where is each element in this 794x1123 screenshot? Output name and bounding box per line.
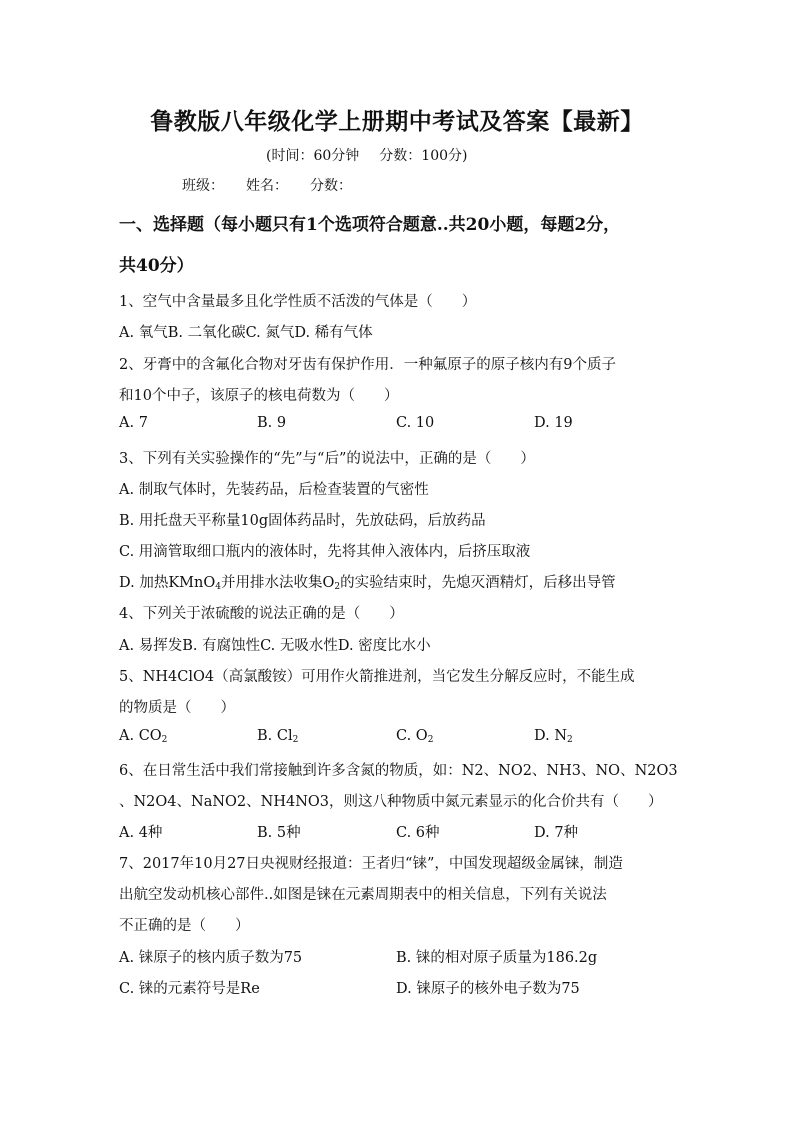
q2-option-d: D. 19 — [534, 415, 573, 431]
q3-stem: 3、下列有关实验操作的“先”与“后”的说法中，正确的是（ ） — [119, 451, 535, 467]
q3-d-sub2: 2 — [334, 582, 341, 592]
q7-option-b: B. 铼的相对原子质量为186.2g — [396, 950, 598, 966]
q1-options: A. 氧气B. 二氧化碳C. 氮气D. 稀有气体 — [119, 325, 373, 341]
q2-stem-line1: 2、牙膏中的含氟化合物对牙齿有保护作用．一种氟原子的原子核内有9个质子 — [119, 357, 616, 373]
q6-stem-line2: 、N2O4、NaNO2、NH4NO3，则这八种物质中氮元素显示的化合价共有（ ） — [119, 794, 663, 810]
q3-option-d — [119, 571, 616, 592]
q2-option-b: B. 9 — [257, 415, 287, 431]
q5-a-sub: 2 — [161, 735, 168, 745]
q5-option-a — [119, 728, 167, 745]
q6-option-b: B. 5种 — [257, 825, 301, 841]
q7-stem-line1: 7、2017年10月27日央视财经报道：王者归“铼”，中国发现超级金属铼，制造 — [119, 856, 623, 872]
q4-stem: 4、下列关于浓硫酸的说法正确的是（ ） — [119, 606, 404, 622]
q3-d-sub1: 4 — [215, 582, 221, 592]
q5-c-sub: 2 — [427, 735, 434, 745]
q3-option-b: B. 用托盘天平称量10g固体药品时，先放砝码，后放药品 — [119, 513, 486, 529]
q7-stem-line2: 出航空发动机核心部件..如图是铼在元素周期表中的相关信息，下列有关说法 — [119, 887, 607, 903]
class-label: 班级： — [182, 178, 224, 194]
q5-option-b — [257, 728, 298, 745]
q5-option-c — [396, 728, 433, 745]
score-label: 分数： — [310, 178, 352, 194]
q3-option-a: A. 制取气体时，先装药品，后检查装置的气密性 — [119, 482, 429, 498]
q7-option-d: D. 铼原子的核外电子数为75 — [396, 981, 580, 997]
q5-d-text: D. N — [534, 728, 568, 744]
q5-b-text: B. Cl — [257, 728, 293, 744]
q6-option-d: D. 7种 — [534, 825, 579, 841]
q5-stem-line1: 5、NH4ClO4（高氯酸铵）可用作火箭推进剂，当它发生分解反应时，不能生成 — [119, 669, 635, 685]
q6-option-a: A. 4种 — [119, 825, 163, 841]
q5-b-sub: 2 — [292, 735, 299, 745]
name-label: 姓名： — [246, 178, 288, 194]
q6-option-c: C. 6种 — [396, 825, 440, 841]
q5-d-sub: 2 — [567, 735, 573, 745]
q1-stem: 1、空气中含量最多且化学性质不活泼的气体是（ ） — [119, 294, 477, 310]
q4-options: A. 易挥发B. 有腐蚀性C. 无吸水性D. 密度比水小 — [119, 638, 431, 654]
q3-d-mid: 并用排水法收集O — [220, 575, 335, 591]
q7-option-a: A. 铼原子的核内质子数为75 — [119, 950, 303, 966]
q3-d-pre: D. 加热KMnO — [119, 575, 216, 591]
q5-c-text: C. O — [396, 728, 428, 744]
q5-option-d — [534, 728, 573, 745]
q6-stem-line1: 6、在日常生活中我们常接触到许多含氮的物质，如：N2、NO2、NH3、NO、N2O3 — [119, 763, 678, 779]
q3-d-post: 的实验结束时，先熄灭酒精灯，后移出导管 — [340, 575, 616, 591]
exam-meta — [266, 145, 487, 165]
q2-option-a: A. 7 — [119, 415, 148, 431]
q5-a-text: A. CO — [119, 728, 162, 744]
q3-option-c: C. 用滴管取细口瓶内的液体时，先将其伸入液体内，后挤压取液 — [119, 544, 531, 560]
page-title: 鲁教版八年级化学上册期中考试及答案【最新】 — [150, 108, 644, 135]
score-info: 分数：100分) — [379, 148, 468, 164]
q5-stem-line2: 的物质是（ ） — [119, 700, 235, 716]
section-heading-line1: 一、选择题（每小题只有1个选项符合题意..共20小题，每题2分， — [119, 215, 621, 235]
q2-option-c: C. 10 — [396, 415, 435, 431]
q7-stem-line3: 不正确的是（ ） — [119, 918, 250, 934]
q2-stem-line2: 和10个中子，该原子的核电荷数为（ ） — [119, 388, 399, 404]
student-info-line — [182, 175, 374, 195]
q7-option-c: C. 铼的元素符号是Re — [119, 981, 260, 997]
section-heading-line2: 共40分） — [119, 256, 194, 276]
time-info: (时间：60分钟 — [266, 148, 360, 164]
